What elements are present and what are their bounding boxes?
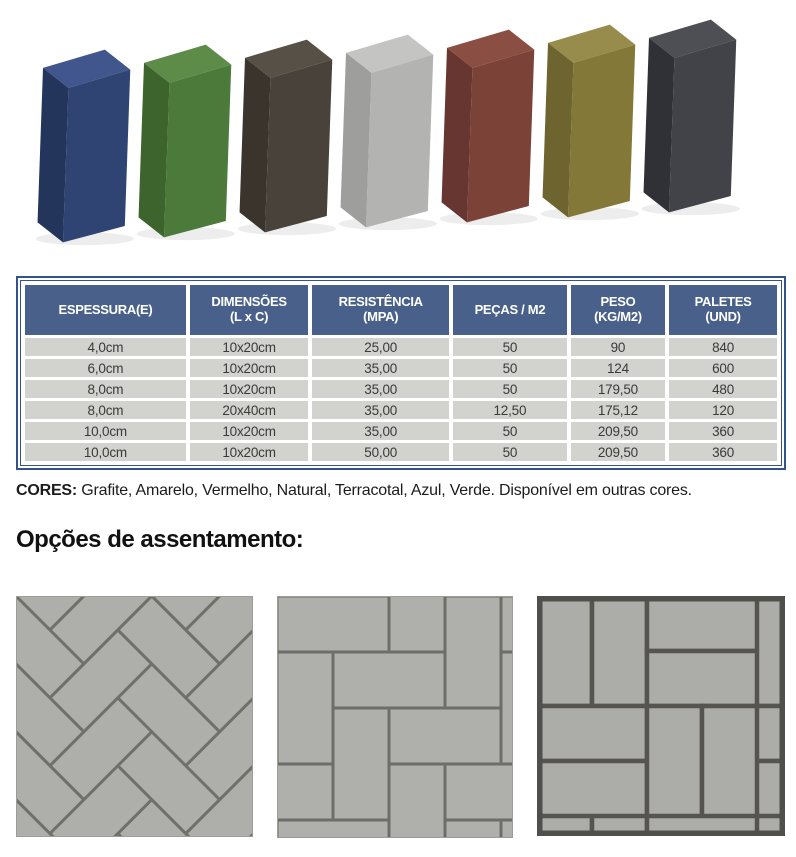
table-cell: 90 xyxy=(571,338,665,356)
table-cell: 35,00 xyxy=(312,422,449,440)
table-cell: 209,50 xyxy=(571,422,665,440)
column-header-pecas: PEÇAS / M2 xyxy=(453,285,567,335)
table-cell: 50 xyxy=(453,443,567,461)
table-cell: 25,00 xyxy=(312,338,449,356)
table-cell: 8,0cm xyxy=(25,380,186,398)
cores-text: Grafite, Amarelo, Vermelho, Natural, Terracotal, Azul, Verde. Disponível em outras cores. xyxy=(77,482,692,499)
table-cell: 10x20cm xyxy=(190,422,308,440)
column-header-paletes: PALETES (UND) xyxy=(669,285,777,335)
assentamento-options xyxy=(16,596,785,838)
table-cell: 480 xyxy=(669,380,777,398)
pattern-herringbone-90-image xyxy=(277,596,513,838)
table-cell: 840 xyxy=(669,338,777,356)
table-cell: 50 xyxy=(453,338,567,356)
table-cell: 50 xyxy=(453,422,567,440)
table-cell: 10x20cm xyxy=(190,443,308,461)
column-header-resistencia: RESISTÊNCIA (MPA) xyxy=(312,285,449,335)
column-header-dimensoes: DIMENSÕES (L x C) xyxy=(190,285,308,335)
table-cell: 209,50 xyxy=(571,443,665,461)
table-cell: 175,12 xyxy=(571,401,665,419)
pattern-basket-weave-image xyxy=(537,596,785,836)
column-header-espessura: ESPESSURA(E) xyxy=(25,285,186,335)
table-cell: 360 xyxy=(669,443,777,461)
column-header-peso: PESO (KG/M2) xyxy=(571,285,665,335)
paver-grafite-image xyxy=(630,16,748,216)
cores-label: CORES: xyxy=(16,482,78,499)
table-cell: 50 xyxy=(453,359,567,377)
table-cell: 360 xyxy=(669,422,777,440)
table-cell: 50 xyxy=(453,380,567,398)
table-cell: 6,0cm xyxy=(25,359,186,377)
table-cell: 120 xyxy=(669,401,777,419)
pattern-herringbone-45-image xyxy=(16,596,253,837)
table-cell: 35,00 xyxy=(312,380,449,398)
table-cell: 124 xyxy=(571,359,665,377)
table-cell: 10x20cm xyxy=(190,359,308,377)
assentamento-heading: Opções de assentamento: xyxy=(16,526,304,553)
spec-table xyxy=(16,276,786,470)
pavers-photo xyxy=(0,14,796,276)
table-cell: 10,0cm xyxy=(25,443,186,461)
table-cell: 20x40cm xyxy=(190,401,308,419)
table-cell: 4,0cm xyxy=(25,338,186,356)
datasheet-page xyxy=(0,14,796,857)
table-cell: 179,50 xyxy=(571,380,665,398)
table-cell: 8,0cm xyxy=(25,401,186,419)
table-cell: 600 xyxy=(669,359,777,377)
cores-note xyxy=(16,482,780,500)
table-cell: 10x20cm xyxy=(190,380,308,398)
table-cell: 10,0cm xyxy=(25,422,186,440)
table-cell: 10x20cm xyxy=(190,338,308,356)
table-cell: 35,00 xyxy=(312,401,449,419)
table-cell: 35,00 xyxy=(312,359,449,377)
table-cell: 12,50 xyxy=(453,401,567,419)
table-cell: 50,00 xyxy=(312,443,449,461)
